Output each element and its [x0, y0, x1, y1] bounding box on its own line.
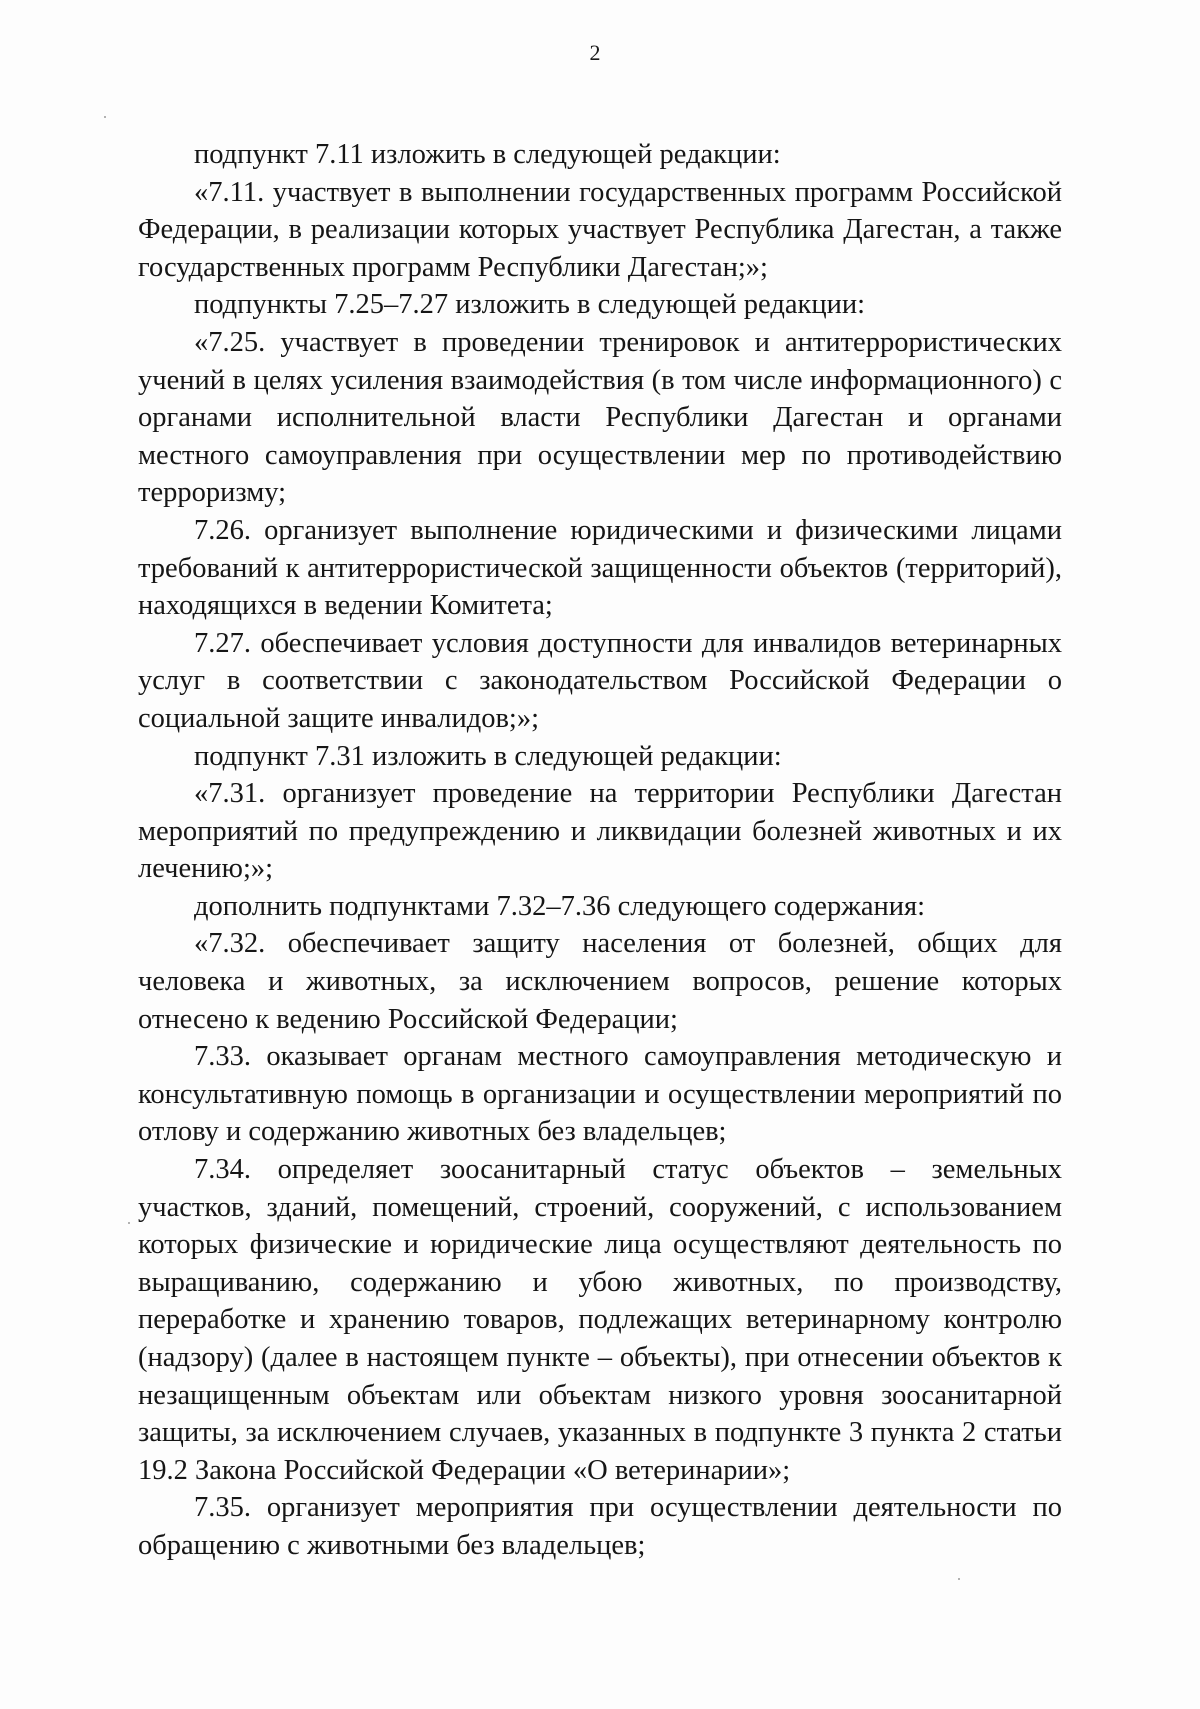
- paragraph: 7.34. определяет зоосанитарный статус объектов – земельных участков, зданий, помещений, строений, сооружений, с использованием которых физические и юридические лица осуществляют деятельность по выращиванию, содержанию и убою животных, по производству, переработке и хранению товаров, подлежащих ветеринарному контролю (надзору) (далее в настоящем пункте – объекты), при отнесении объектов к незащищенным объектам или объектам низкого уровня зоосанитарной защиты, за исключением случаев, указанных в подпункте 3 пункта 2 статьи 19.2 Закона Российской Федерации «О ветеринарии»;: [138, 1154, 1062, 1486]
- paragraph: «7.11. участвует в выполнении государственных программ Российской Федерации, в реализации которых участвует Республика Дагестан, а также государственных программ Республики Дагестан;»;: [138, 176, 1062, 283]
- scan-speck: [104, 116, 106, 118]
- paragraph: дополнить подпунктами 7.32–7.36 следующего содержания:: [194, 890, 926, 922]
- paragraph: «7.32. обеспечивает защиту населения от болезней, общих для человека и животных, за исключением вопросов, решение которых отнесено к ведению Российской Федерации;: [138, 928, 1062, 1035]
- paragraph: 7.33. оказывает органам местного самоуправления методическую и консультативную помощь в организации и осуществлении мероприятий по отлову и содержанию животных без владельцев;: [138, 1041, 1062, 1148]
- paragraph: подпункт 7.11 изложить в следующей редакции:: [194, 139, 781, 170]
- paragraph: «7.25. участвует в проведении тренировок и антитеррористических учений в целях усиления взаимодействия (в том числе информационного) с органами исполнительной власти Республики Дагестан и органами местного самоуправления при осуществлении мер по противодействию терроризму;: [138, 326, 1062, 509]
- paragraph: 7.27. обеспечивает условия доступности для инвалидов ветеринарных услуг в соответствии с законодательством Российской Федерации о социальной защите инвалидов;»;: [138, 627, 1062, 734]
- scan-speck: [128, 1222, 130, 1224]
- document-body: [138, 136, 1062, 1565]
- paragraph: «7.31. организует проведение на территории Республики Дагестан мероприятий по предупреждению и ликвидации болезней животных и их лечению;»;: [138, 778, 1062, 885]
- page-number: 2: [589, 40, 601, 65]
- paragraph: подпункт 7.31 изложить в следующей редакции:: [194, 740, 782, 772]
- paragraph: подпункты 7.25–7.27 изложить в следующей редакции:: [194, 289, 865, 321]
- paragraph: 7.26. организует выполнение юридическими и физическими лицами требований к антитеррористической защищенности объектов (территорий), находящихся в ведении Комитета;: [138, 514, 1062, 622]
- scan-speck: [958, 1578, 960, 1580]
- paragraph: 7.35. организует мероприятия при осуществлении деятельности по обращению с животными без владельцев;: [138, 1492, 1062, 1561]
